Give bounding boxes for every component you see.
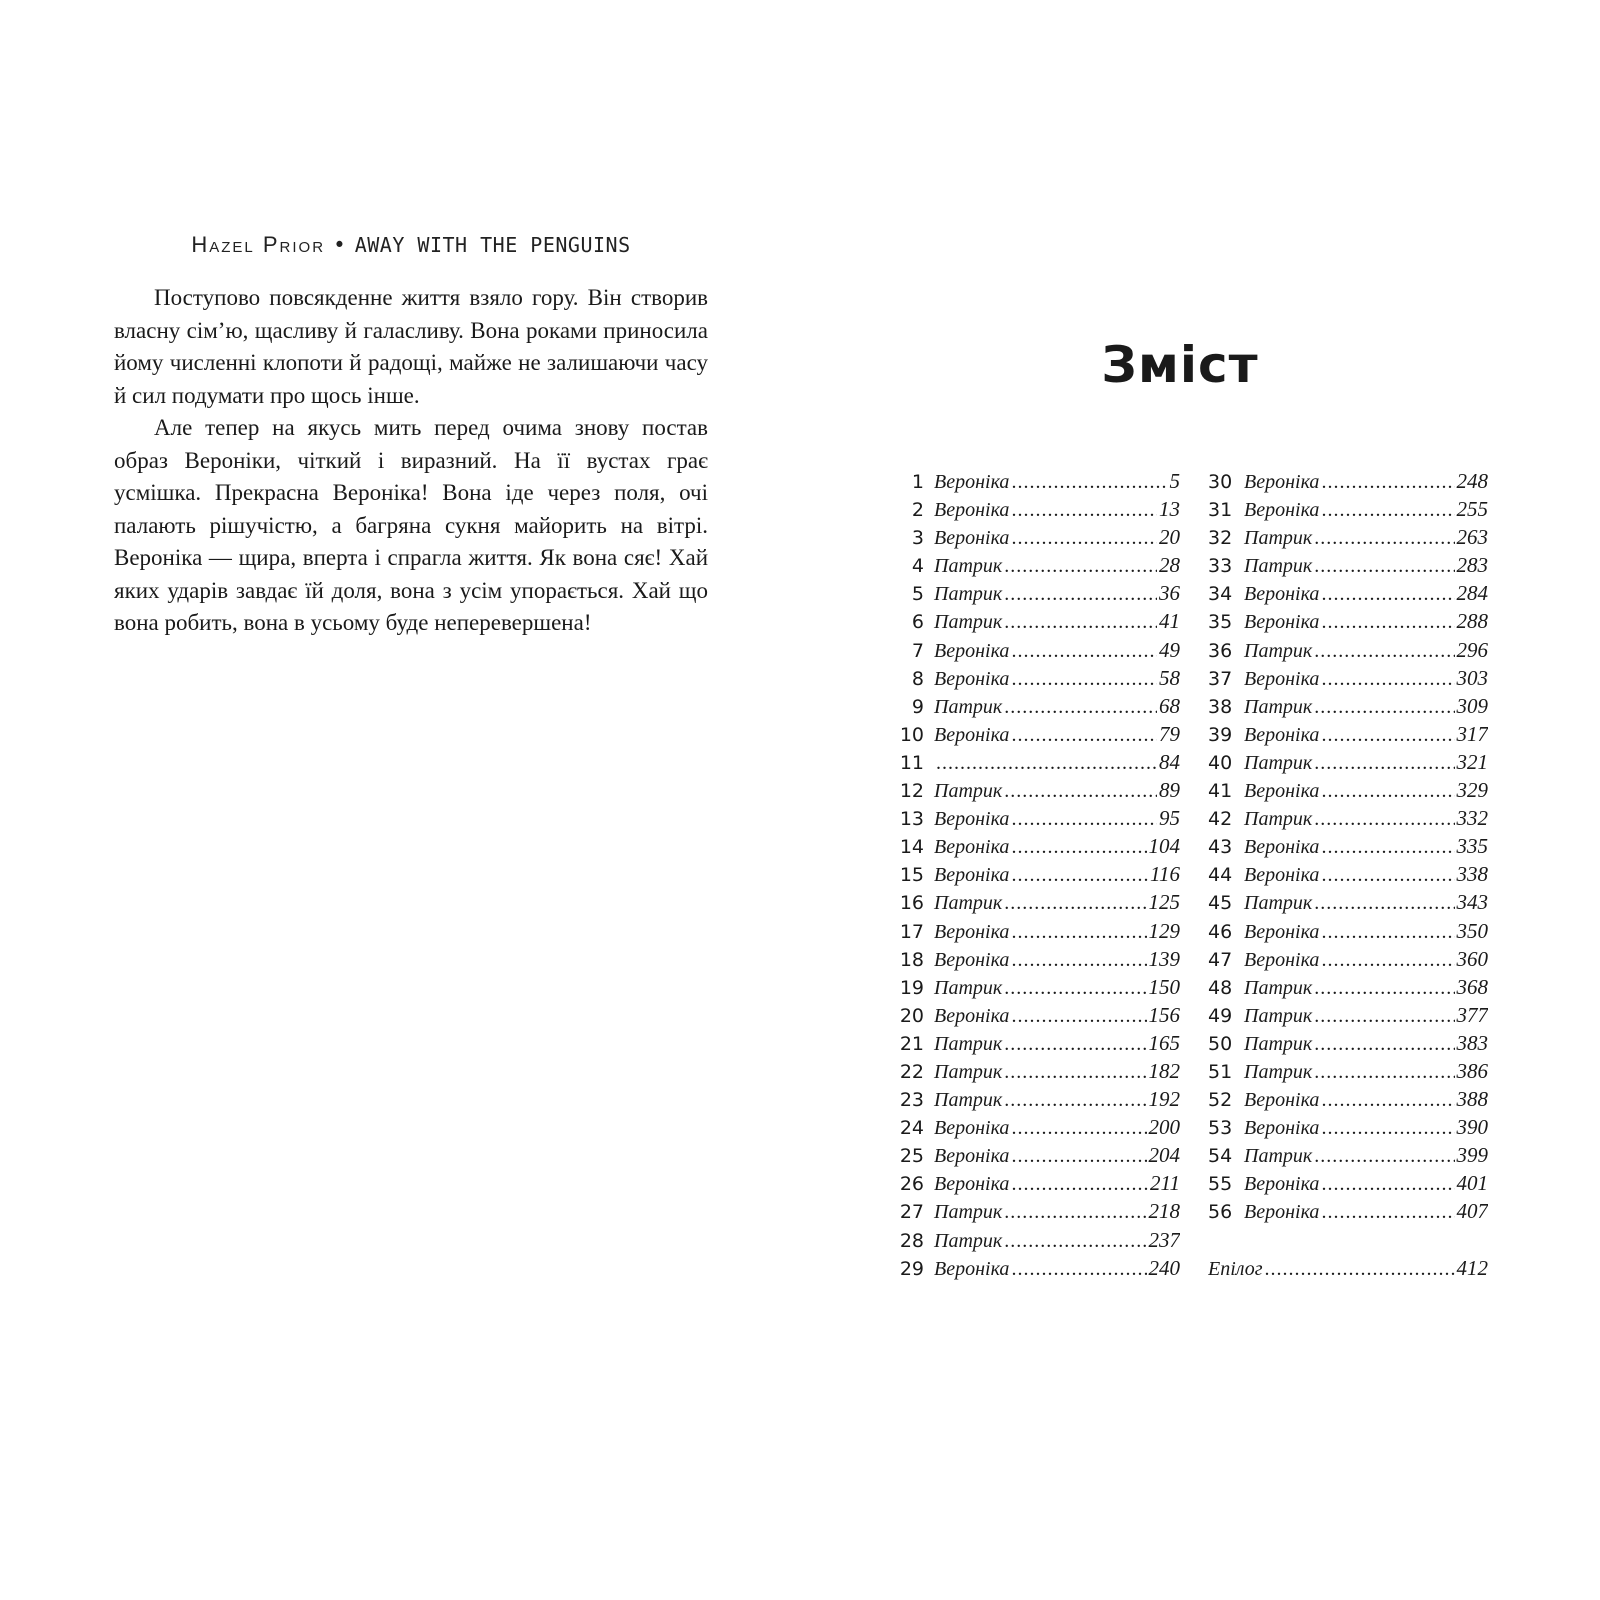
toc-dot-leader: [1011, 1173, 1148, 1196]
toc-dot-leader: [1314, 1033, 1454, 1056]
toc-chapter-number: 13: [899, 808, 924, 831]
toc-page-number: 296: [1456, 637, 1488, 662]
toc-chapter-name: Патрик: [934, 695, 1003, 718]
toc-page-number: 377: [1456, 1002, 1488, 1027]
toc-dot-leader: [1321, 864, 1454, 887]
toc-entry: [1208, 694, 1488, 722]
toc-chapter-name: Вероніка: [934, 920, 1010, 943]
toc-page-number: 368: [1456, 974, 1488, 999]
toc-entry: [898, 1256, 1180, 1284]
toc-chapter-number: 2: [911, 499, 924, 522]
toc-entry: [1208, 750, 1488, 778]
toc-page-number: 399: [1456, 1143, 1488, 1168]
toc-chapter-number: 25: [899, 1145, 924, 1168]
toc-chapter-number: 47: [1208, 948, 1233, 971]
toc-entry: [898, 1031, 1180, 1059]
toc-entry: [898, 1087, 1180, 1115]
toc-chapter-number: 19: [899, 976, 924, 999]
toc-entry: [898, 1228, 1180, 1256]
toc-chapter-number: 12: [899, 780, 924, 803]
toc-entry: [898, 694, 1180, 722]
running-head-bullet: •: [333, 233, 347, 257]
toc-chapter-name: Вероніка: [1244, 836, 1320, 859]
toc-dot-leader: [1321, 836, 1454, 859]
toc-dot-leader: [1004, 583, 1157, 606]
toc-chapter-name: Вероніка: [934, 639, 1010, 662]
toc-entry: [1208, 778, 1488, 806]
toc-dot-leader: [1004, 1230, 1146, 1253]
toc-chapter-name: Вероніка: [1244, 1117, 1320, 1140]
toc-page-number: 309: [1456, 693, 1488, 718]
toc-page-number: 390: [1456, 1115, 1488, 1140]
toc-chapter-number: 30: [1208, 471, 1233, 493]
toc-chapter-name: Вероніка: [934, 471, 1010, 493]
toc-dot-leader: [1321, 471, 1454, 494]
toc-chapter-name: Вероніка: [934, 723, 1010, 746]
toc-title: Зміст: [1101, 336, 1259, 394]
toc-chapter-number: 51: [1208, 1060, 1233, 1083]
toc-page-number: 95: [1159, 806, 1180, 831]
running-head-author: Hazel Prior: [191, 232, 326, 257]
toc-column-2: [1208, 469, 1488, 1284]
toc-page-number: 5: [1169, 469, 1180, 493]
body-paragraph-2: Але тепер на якусь мить перед очима знову постав образ Вероніки, чіткий і виразний. На її вустах грає усмішка. Прекрасна Вероніка! Вона іде через поля, очі палають рішучістю, а багряна сукня майорить на вітрі. Вероніка — щира, вперта і спрагла життя. Як вона сяє! Хай яких ударів завдає їй доля, вона з усім упорається. Хай що вона робить, вона в усьому буде неперевершена!: [114, 415, 708, 635]
toc-entry: [898, 1171, 1180, 1199]
toc-entry: [898, 806, 1180, 834]
toc-chapter-number: 49: [1208, 1004, 1233, 1027]
toc-dot-leader: [1321, 1201, 1454, 1224]
toc-chapter-number: 4: [911, 555, 924, 578]
toc-dot-leader: [1011, 1005, 1146, 1028]
toc-chapter-number: 54: [1208, 1145, 1233, 1168]
toc-entry: [1208, 1143, 1488, 1171]
toc-dot-leader: [1314, 640, 1454, 663]
toc-dot-leader: [1011, 921, 1146, 944]
toc-chapter-number: 26: [899, 1173, 924, 1196]
toc-chapter-number: 22: [899, 1060, 924, 1083]
toc-dot-leader: [1314, 1005, 1454, 1028]
toc-chapter-number: 16: [899, 892, 924, 915]
toc-dot-leader: [1321, 1089, 1454, 1112]
toc-chapter-number: 23: [899, 1089, 924, 1112]
toc-dot-leader: [1314, 1145, 1454, 1168]
toc-page-number: 182: [1148, 1058, 1180, 1083]
toc-dot-leader: [1004, 1033, 1146, 1056]
toc-chapter-name: Патрик: [1244, 751, 1313, 774]
running-head-book-title: AWAY WITH THE PENGUINS: [354, 233, 631, 257]
toc-chapter-name: Патрик: [1244, 695, 1313, 718]
toc-dot-leader: [1004, 555, 1157, 578]
toc-page-number: 388: [1456, 1087, 1488, 1112]
toc-chapter-name: Вероніка: [1244, 948, 1320, 971]
toc-page-number: 288: [1456, 609, 1488, 634]
toc-chapter-number: 43: [1208, 836, 1233, 859]
toc-page-number: 192: [1148, 1087, 1180, 1112]
toc-chapter-name: Вероніка: [934, 1004, 1010, 1027]
toc-chapter-number: 7: [911, 639, 924, 662]
toc-chapter-name: Вероніка: [934, 499, 1010, 522]
toc-entry: [1208, 722, 1488, 750]
toc-page-number: 329: [1456, 778, 1488, 803]
toc-chapter-name: Вероніка: [1244, 780, 1320, 803]
toc-page-number: 383: [1456, 1030, 1488, 1055]
toc-chapter-number: 41: [1208, 780, 1233, 803]
toc-page-number: 204: [1148, 1143, 1180, 1168]
toc-spacer: [1208, 1228, 1488, 1256]
toc-chapter-name: Вероніка: [934, 1117, 1010, 1140]
toc-entry: [1208, 862, 1488, 890]
toc-dot-leader: [1314, 696, 1454, 719]
toc-chapter-number: 44: [1208, 864, 1233, 887]
toc-chapter-number: 24: [899, 1117, 924, 1140]
toc-chapter-name: Вероніка: [1244, 1173, 1320, 1196]
toc-dot-leader: [1011, 1258, 1146, 1281]
toc-chapter-name: Вероніка: [1244, 583, 1320, 606]
toc-page-number: 412: [1456, 1255, 1488, 1280]
running-head: [114, 232, 708, 258]
toc-chapter-name: Вероніка: [1244, 667, 1320, 690]
toc-dot-leader: [1004, 780, 1157, 803]
toc-page-number: 284: [1456, 581, 1488, 606]
toc-chapter-number: 52: [1208, 1089, 1233, 1112]
toc-dot-leader: [1314, 1061, 1454, 1084]
toc-dot-leader: [1004, 977, 1146, 1000]
toc-chapter-number: 42: [1208, 808, 1233, 831]
toc-entry: [898, 666, 1180, 694]
toc-page-number: 89: [1159, 778, 1180, 803]
toc-page-number: 332: [1456, 806, 1488, 831]
toc-entry: [1208, 1059, 1488, 1087]
toc-chapter-number: 18: [899, 948, 924, 971]
toc-entry: [1208, 609, 1488, 637]
toc-chapter-number: 10: [899, 723, 924, 746]
toc-page-number: 139: [1148, 946, 1180, 971]
toc-entry: [1208, 947, 1488, 975]
toc-chapter-name: Вероніка: [934, 948, 1010, 971]
toc-dot-leader: [1011, 640, 1157, 663]
toc-page-number: 58: [1159, 665, 1180, 690]
left-page: [114, 232, 708, 640]
toc-dot-leader: [1265, 1258, 1455, 1281]
toc-chapter-number: 34: [1208, 583, 1233, 606]
toc-chapter-name: Патрик: [934, 1229, 1003, 1252]
toc-dot-leader: [1004, 1201, 1146, 1224]
toc-page-number: 20: [1159, 525, 1180, 550]
toc-entry: [898, 638, 1180, 666]
toc-entry: [1208, 666, 1488, 694]
toc-entry: [1208, 581, 1488, 609]
toc-entry: [1208, 1199, 1488, 1227]
toc-page-number: 104: [1148, 834, 1180, 859]
toc-page-number: 165: [1148, 1030, 1180, 1055]
toc-dot-leader: [1321, 1117, 1454, 1140]
toc-dot-leader: [1011, 808, 1157, 831]
toc-epilogue-entry: [1208, 1256, 1488, 1284]
toc-entry: [898, 1115, 1180, 1143]
toc-entry: [1208, 638, 1488, 666]
toc-entry: [1208, 834, 1488, 862]
toc-dot-leader: [1004, 696, 1157, 719]
toc-chapter-number: 38: [1208, 695, 1233, 718]
toc-chapter-number: 48: [1208, 976, 1233, 999]
toc-dot-leader: [1314, 808, 1454, 831]
toc-page-number: 125: [1148, 890, 1180, 915]
toc-entry: [898, 862, 1180, 890]
toc-dot-leader: [1321, 611, 1454, 634]
toc-dot-leader: [936, 752, 1157, 775]
toc-entry: [1208, 1031, 1488, 1059]
toc-page-number: 350: [1456, 918, 1488, 943]
toc-dot-leader: [1321, 780, 1454, 803]
toc-chapter-name: Епілог: [1208, 1257, 1263, 1280]
toc-chapter-name: Патрик: [934, 976, 1003, 999]
toc-chapter-name: Патрик: [934, 1089, 1003, 1112]
toc-entry: [1208, 497, 1488, 525]
toc-entry: [1208, 1087, 1488, 1115]
toc-chapter-name: Вероніка: [934, 667, 1010, 690]
toc-dot-leader: [1011, 836, 1146, 859]
body-paragraph-1: Поступово повсякденне життя взяло гору. Він створив власну сім’ю, щасливу й галасливу. Вона роками приносила йому численні клопоти й радощі, майже не залишаючи часу й сил подумати про щось інше.: [114, 285, 708, 408]
toc-page-number: 255: [1456, 497, 1488, 522]
toc-page-number: 41: [1159, 609, 1180, 634]
toc-page-number: 116: [1150, 862, 1180, 887]
toc-dot-leader: [1004, 1061, 1146, 1084]
toc-chapter-name: Вероніка: [1244, 1201, 1320, 1224]
toc-dot-leader: [1321, 583, 1454, 606]
toc-chapter-number: 9: [911, 695, 924, 718]
toc-entry: [898, 1143, 1180, 1171]
toc-page-number: 49: [1159, 637, 1180, 662]
toc-dot-leader: [1011, 864, 1148, 887]
toc-chapter-name: Патрик: [934, 892, 1003, 915]
toc-page-number: 200: [1148, 1115, 1180, 1140]
toc-chapter-name: Патрик: [1244, 808, 1313, 831]
toc-chapter-name: Патрик: [1244, 1032, 1313, 1055]
toc-dot-leader: [1314, 892, 1454, 915]
toc-page-number: 237: [1148, 1227, 1180, 1252]
toc-chapter-number: 5: [911, 583, 924, 606]
toc-dot-leader: [1011, 499, 1157, 522]
toc-chapter-name: Вероніка: [934, 1173, 1010, 1196]
toc-entry: [1208, 1115, 1488, 1143]
toc-chapter-number: 21: [899, 1032, 924, 1055]
toc-chapter-number: 55: [1208, 1173, 1233, 1196]
toc-chapter-name: Патрик: [934, 1032, 1003, 1055]
toc-chapter-name: Патрик: [934, 583, 1003, 606]
toc-page-number: 335: [1456, 834, 1488, 859]
toc-chapter-name: Патрик: [1244, 527, 1313, 550]
toc-chapter-name: Вероніка: [934, 808, 1010, 831]
toc-page-number: 401: [1456, 1171, 1488, 1196]
toc-chapter-name: Патрик: [934, 1060, 1003, 1083]
toc-chapter-number: 46: [1208, 920, 1233, 943]
toc-chapter-number: 35: [1208, 611, 1233, 634]
toc-page-number: 338: [1456, 862, 1488, 887]
toc-chapter-number: 29: [899, 1257, 924, 1280]
toc-dot-leader: [1004, 892, 1146, 915]
toc-chapter-number: 20: [899, 1004, 924, 1027]
toc-entry: [898, 609, 1180, 637]
toc-chapter-number: 6: [911, 611, 924, 634]
toc-chapter-number: 32: [1208, 527, 1233, 550]
toc-dot-leader: [1011, 471, 1167, 494]
toc-page-number: 79: [1159, 721, 1180, 746]
toc-page-number: 283: [1456, 553, 1488, 578]
toc-page-number: 321: [1456, 749, 1488, 774]
toc-dot-leader: [1004, 1089, 1146, 1112]
toc-chapter-number: 17: [899, 920, 924, 943]
toc-chapter-number: 14: [899, 836, 924, 859]
toc-chapter-number: 37: [1208, 667, 1233, 690]
toc-dot-leader: [1011, 1145, 1146, 1168]
toc-page-number: 303: [1456, 665, 1488, 690]
toc-entry: [1208, 553, 1488, 581]
toc-page-number: 13: [1159, 497, 1180, 522]
toc-entry: [898, 497, 1180, 525]
toc-chapter-name: Патрик: [1244, 1004, 1313, 1027]
toc-entry: [1208, 1171, 1488, 1199]
toc-entry: [898, 1199, 1180, 1227]
toc-column-1: [898, 469, 1180, 1284]
toc-entry: [898, 1059, 1180, 1087]
toc-entry: [898, 722, 1180, 750]
toc-chapter-name: Вероніка: [1244, 864, 1320, 887]
toc-dot-leader: [1321, 724, 1454, 747]
toc-dot-leader: [1011, 1117, 1146, 1140]
toc-chapter-number: 53: [1208, 1117, 1233, 1140]
toc-chapter-name: Патрик: [934, 1201, 1003, 1224]
toc-page-number: 248: [1456, 469, 1488, 493]
toc-page-number: 68: [1159, 693, 1180, 718]
toc-chapter-name: Вероніка: [934, 836, 1010, 859]
toc-dot-leader: [1011, 527, 1157, 550]
toc-entry: [898, 834, 1180, 862]
toc-chapter-name: Патрик: [934, 780, 1003, 803]
toc-chapter-name: Вероніка: [1244, 1089, 1320, 1112]
toc-entry: [1208, 890, 1488, 918]
toc-entry: [898, 975, 1180, 1003]
toc-chapter-number: 11: [899, 751, 924, 774]
toc-chapter-name: Вероніка: [934, 1145, 1010, 1168]
toc-page-number: 263: [1456, 525, 1488, 550]
toc-entry: [1208, 1003, 1488, 1031]
toc-chapter-number: 3: [911, 527, 924, 550]
toc-entry: [898, 525, 1180, 553]
toc-chapter-number: 56: [1208, 1201, 1233, 1224]
toc-entry: [898, 890, 1180, 918]
toc-chapter-name: Патрик: [1244, 892, 1313, 915]
toc-chapter-name: Вероніка: [934, 1257, 1010, 1280]
toc-entry: [1208, 919, 1488, 947]
toc-chapter-name: Вероніка: [1244, 611, 1320, 634]
toc-chapter-name: Патрик: [1244, 639, 1313, 662]
toc-chapter-name: Вероніка: [1244, 471, 1320, 493]
toc-page-number: 317: [1456, 721, 1488, 746]
toc-dot-leader: [1011, 949, 1146, 972]
toc-page-number: 240: [1148, 1255, 1180, 1280]
toc-dot-leader: [1321, 668, 1454, 691]
toc-page-number: 150: [1148, 974, 1180, 999]
toc-chapter-name: Патрик: [934, 555, 1003, 578]
toc-page-number: 218: [1148, 1199, 1180, 1224]
toc-chapter-name: Вероніка: [934, 527, 1010, 550]
toc-chapter-number: 40: [1208, 751, 1233, 774]
toc-chapter-number: 45: [1208, 892, 1233, 915]
toc-chapter-number: 15: [899, 864, 924, 887]
toc-dot-leader: [1321, 1173, 1454, 1196]
toc-chapter-name: Вероніка: [1244, 499, 1320, 522]
toc-page-number: 386: [1456, 1058, 1488, 1083]
toc-chapter-number: 33: [1208, 555, 1233, 578]
toc-page-number: 211: [1150, 1171, 1180, 1196]
toc-entry: [1208, 806, 1488, 834]
toc-dot-leader: [1314, 977, 1454, 1000]
toc-dot-leader: [1004, 611, 1157, 634]
toc-chapter-name: Патрик: [934, 611, 1003, 634]
toc-page-number: 360: [1456, 946, 1488, 971]
toc-dot-leader: [1321, 499, 1454, 522]
toc-chapter-number: 31: [1208, 499, 1233, 522]
toc-entry: [898, 947, 1180, 975]
toc-page-number: 36: [1159, 581, 1180, 606]
toc-chapter-name: Патрик: [1244, 1145, 1313, 1168]
toc-entry: [898, 1003, 1180, 1031]
toc-chapter-name: Вероніка: [1244, 920, 1320, 943]
toc-page-number: 129: [1148, 918, 1180, 943]
toc-chapter-number: 8: [911, 667, 924, 690]
toc-dot-leader: [1314, 555, 1454, 578]
toc-page-number: 343: [1456, 890, 1488, 915]
toc-entry: [898, 553, 1180, 581]
toc-page-number: 84: [1159, 749, 1180, 774]
toc-entry: [1208, 469, 1488, 497]
toc-dot-leader: [1314, 752, 1454, 775]
toc-entry: [898, 581, 1180, 609]
toc-entry: [1208, 525, 1488, 553]
toc-chapter-number: 50: [1208, 1032, 1233, 1055]
toc-page-number: 28: [1159, 553, 1180, 578]
toc-dot-leader: [1011, 668, 1157, 691]
toc-chapter-number: 36: [1208, 639, 1233, 662]
toc-entry: [898, 778, 1180, 806]
toc-dot-leader: [1321, 921, 1454, 944]
toc-chapter-number: 1: [911, 471, 924, 493]
toc-chapter-number: 28: [899, 1229, 924, 1252]
toc-entry: [898, 469, 1180, 497]
toc-dot-leader: [1011, 724, 1157, 747]
toc-entry: [898, 750, 1180, 778]
toc-chapter-number: 27: [899, 1201, 924, 1224]
toc-chapter-name: Вероніка: [934, 864, 1010, 887]
toc-chapter-name: Патрик: [1244, 1060, 1313, 1083]
toc-dot-leader: [1321, 949, 1454, 972]
toc-entry: [898, 919, 1180, 947]
toc-page-number: 407: [1456, 1199, 1488, 1224]
toc-chapter-number: 39: [1208, 723, 1233, 746]
toc-chapter-name: Патрик: [1244, 555, 1313, 578]
toc-page-number: 156: [1148, 1002, 1180, 1027]
toc-entry: [1208, 975, 1488, 1003]
toc-chapter-name: Вероніка: [1244, 723, 1320, 746]
toc-chapter-name: Патрик: [1244, 976, 1313, 999]
toc-dot-leader: [1314, 527, 1454, 550]
